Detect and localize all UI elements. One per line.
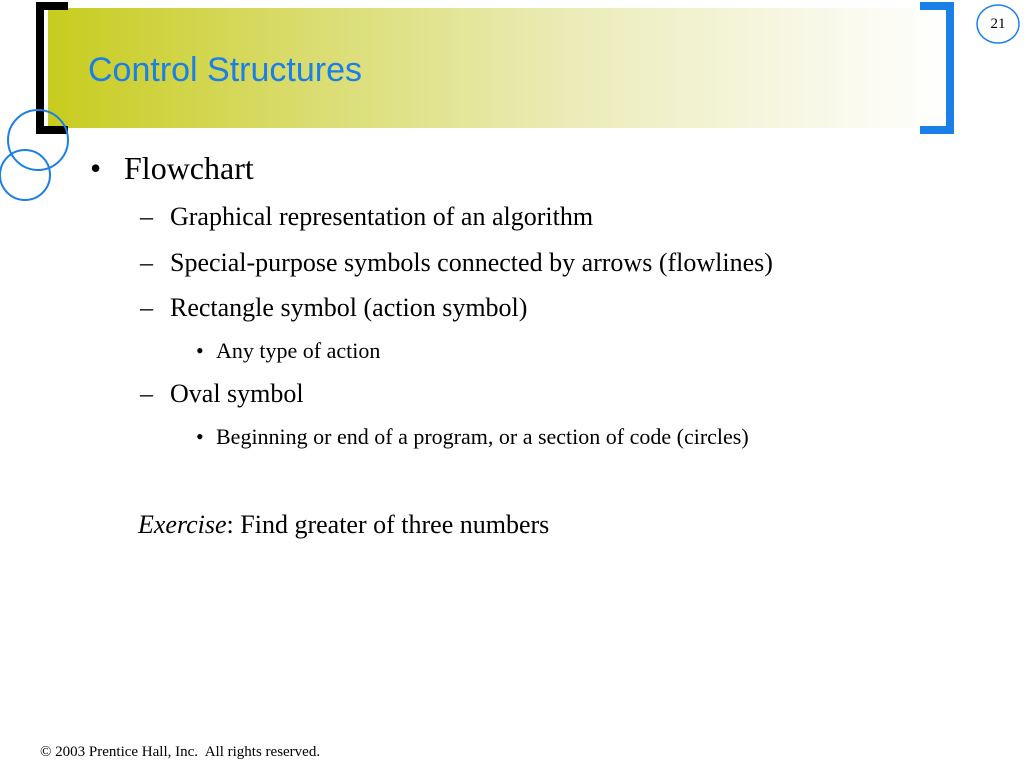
dash-marker: – [140, 293, 153, 322]
copyright-text: 2003 Prentice Hall, Inc. All rights reserved. [51, 744, 321, 760]
subsubitem-beginning-end: Beginning or end of a program, or a section of code (circles) [216, 424, 749, 449]
subitem-graphical: Graphical representation of an algorithm [170, 202, 594, 231]
footer-copyright [40, 742, 320, 762]
subitem-special-purpose: Special-purpose symbols connected by arrows (flowlines) [170, 248, 773, 277]
bullet-marker: • [196, 424, 204, 449]
dash-marker: – [140, 379, 153, 408]
exercise-line [138, 508, 549, 542]
subsubitem-action: Any type of action [216, 338, 381, 363]
bullet-marker: • [90, 150, 102, 186]
bullet-marker: • [196, 338, 204, 363]
dash-marker: – [140, 248, 153, 277]
copyright-symbol: © [40, 744, 52, 760]
deco-circle-small [0, 150, 50, 200]
slide-title: Control Structures [88, 51, 362, 89]
subitem-oval: Oval symbol [170, 379, 304, 408]
right-bracket [920, 6, 950, 130]
exercise-label: Exercise [138, 510, 227, 539]
dash-marker: – [140, 202, 153, 231]
exercise-text: : Find greater of three numbers [226, 510, 550, 539]
page-number: 21 [990, 16, 1006, 32]
subitem-rectangle: Rectangle symbol (action symbol) [170, 293, 528, 322]
bullet-flowchart: Flowchart [124, 150, 254, 186]
